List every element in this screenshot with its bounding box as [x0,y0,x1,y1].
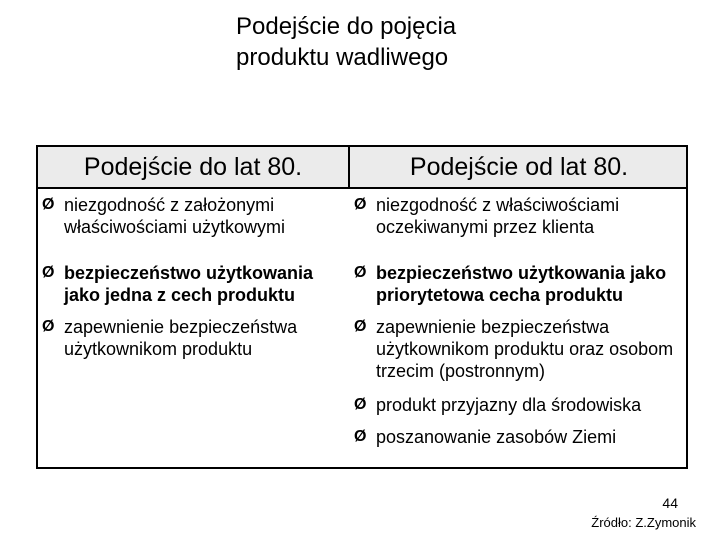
list-item [42,194,352,238]
arrow-bullet-icon: Ø [42,196,55,213]
list-item-text: produkt przyjazny dla środowiska [376,395,642,415]
arrow-bullet-icon: Ø [354,396,367,413]
list-item-text: poszanowanie zasobów Ziemi [376,427,617,447]
list-item-text: bezpieczeństwo użytkowania jako priorytetowa cecha produktu [376,263,667,305]
table-header-row [38,147,686,189]
list-item [42,262,352,306]
list-item [354,194,686,238]
list-item [354,426,686,448]
comparison-table [36,145,688,469]
arrow-bullet-icon: Ø [42,318,55,335]
arrow-bullet-icon: Ø [42,264,55,281]
list-item-text: zapewnienie bezpieczeństwa użytkownikom produktu oraz osobom trzecim (postronnym) [376,317,674,381]
arrow-bullet-icon: Ø [354,318,367,335]
arrow-bullet-icon: Ø [354,264,367,281]
list-item [354,262,686,306]
list-item-text: bezpieczeństwo użytkowania jako jedna z cech produktu [64,263,314,305]
list-item-text: zapewnienie bezpieczeństwa użytkownikom produktu [64,317,298,359]
right-column [354,194,686,458]
slide-title: Podejście do pojęcia produktu wadliwego [236,13,457,71]
page-number: 44 [662,495,678,511]
list-item-text: niezgodność z założonymi właściwościami użytkowymi [64,195,286,237]
arrow-bullet-icon: Ø [354,428,367,445]
list-item [354,394,686,416]
list-item-text: niezgodność z właściwościami oczekiwanymi przez klienta [376,195,620,237]
list-item [42,316,352,360]
left-column-header: Podejście do lat 80. [83,153,303,181]
right-column-header: Podejście od lat 80. [409,153,629,181]
list-item [354,316,686,382]
left-column [42,194,352,370]
source-citation: Źródło: Z.Zymonik [591,515,696,530]
arrow-bullet-icon: Ø [354,196,367,213]
